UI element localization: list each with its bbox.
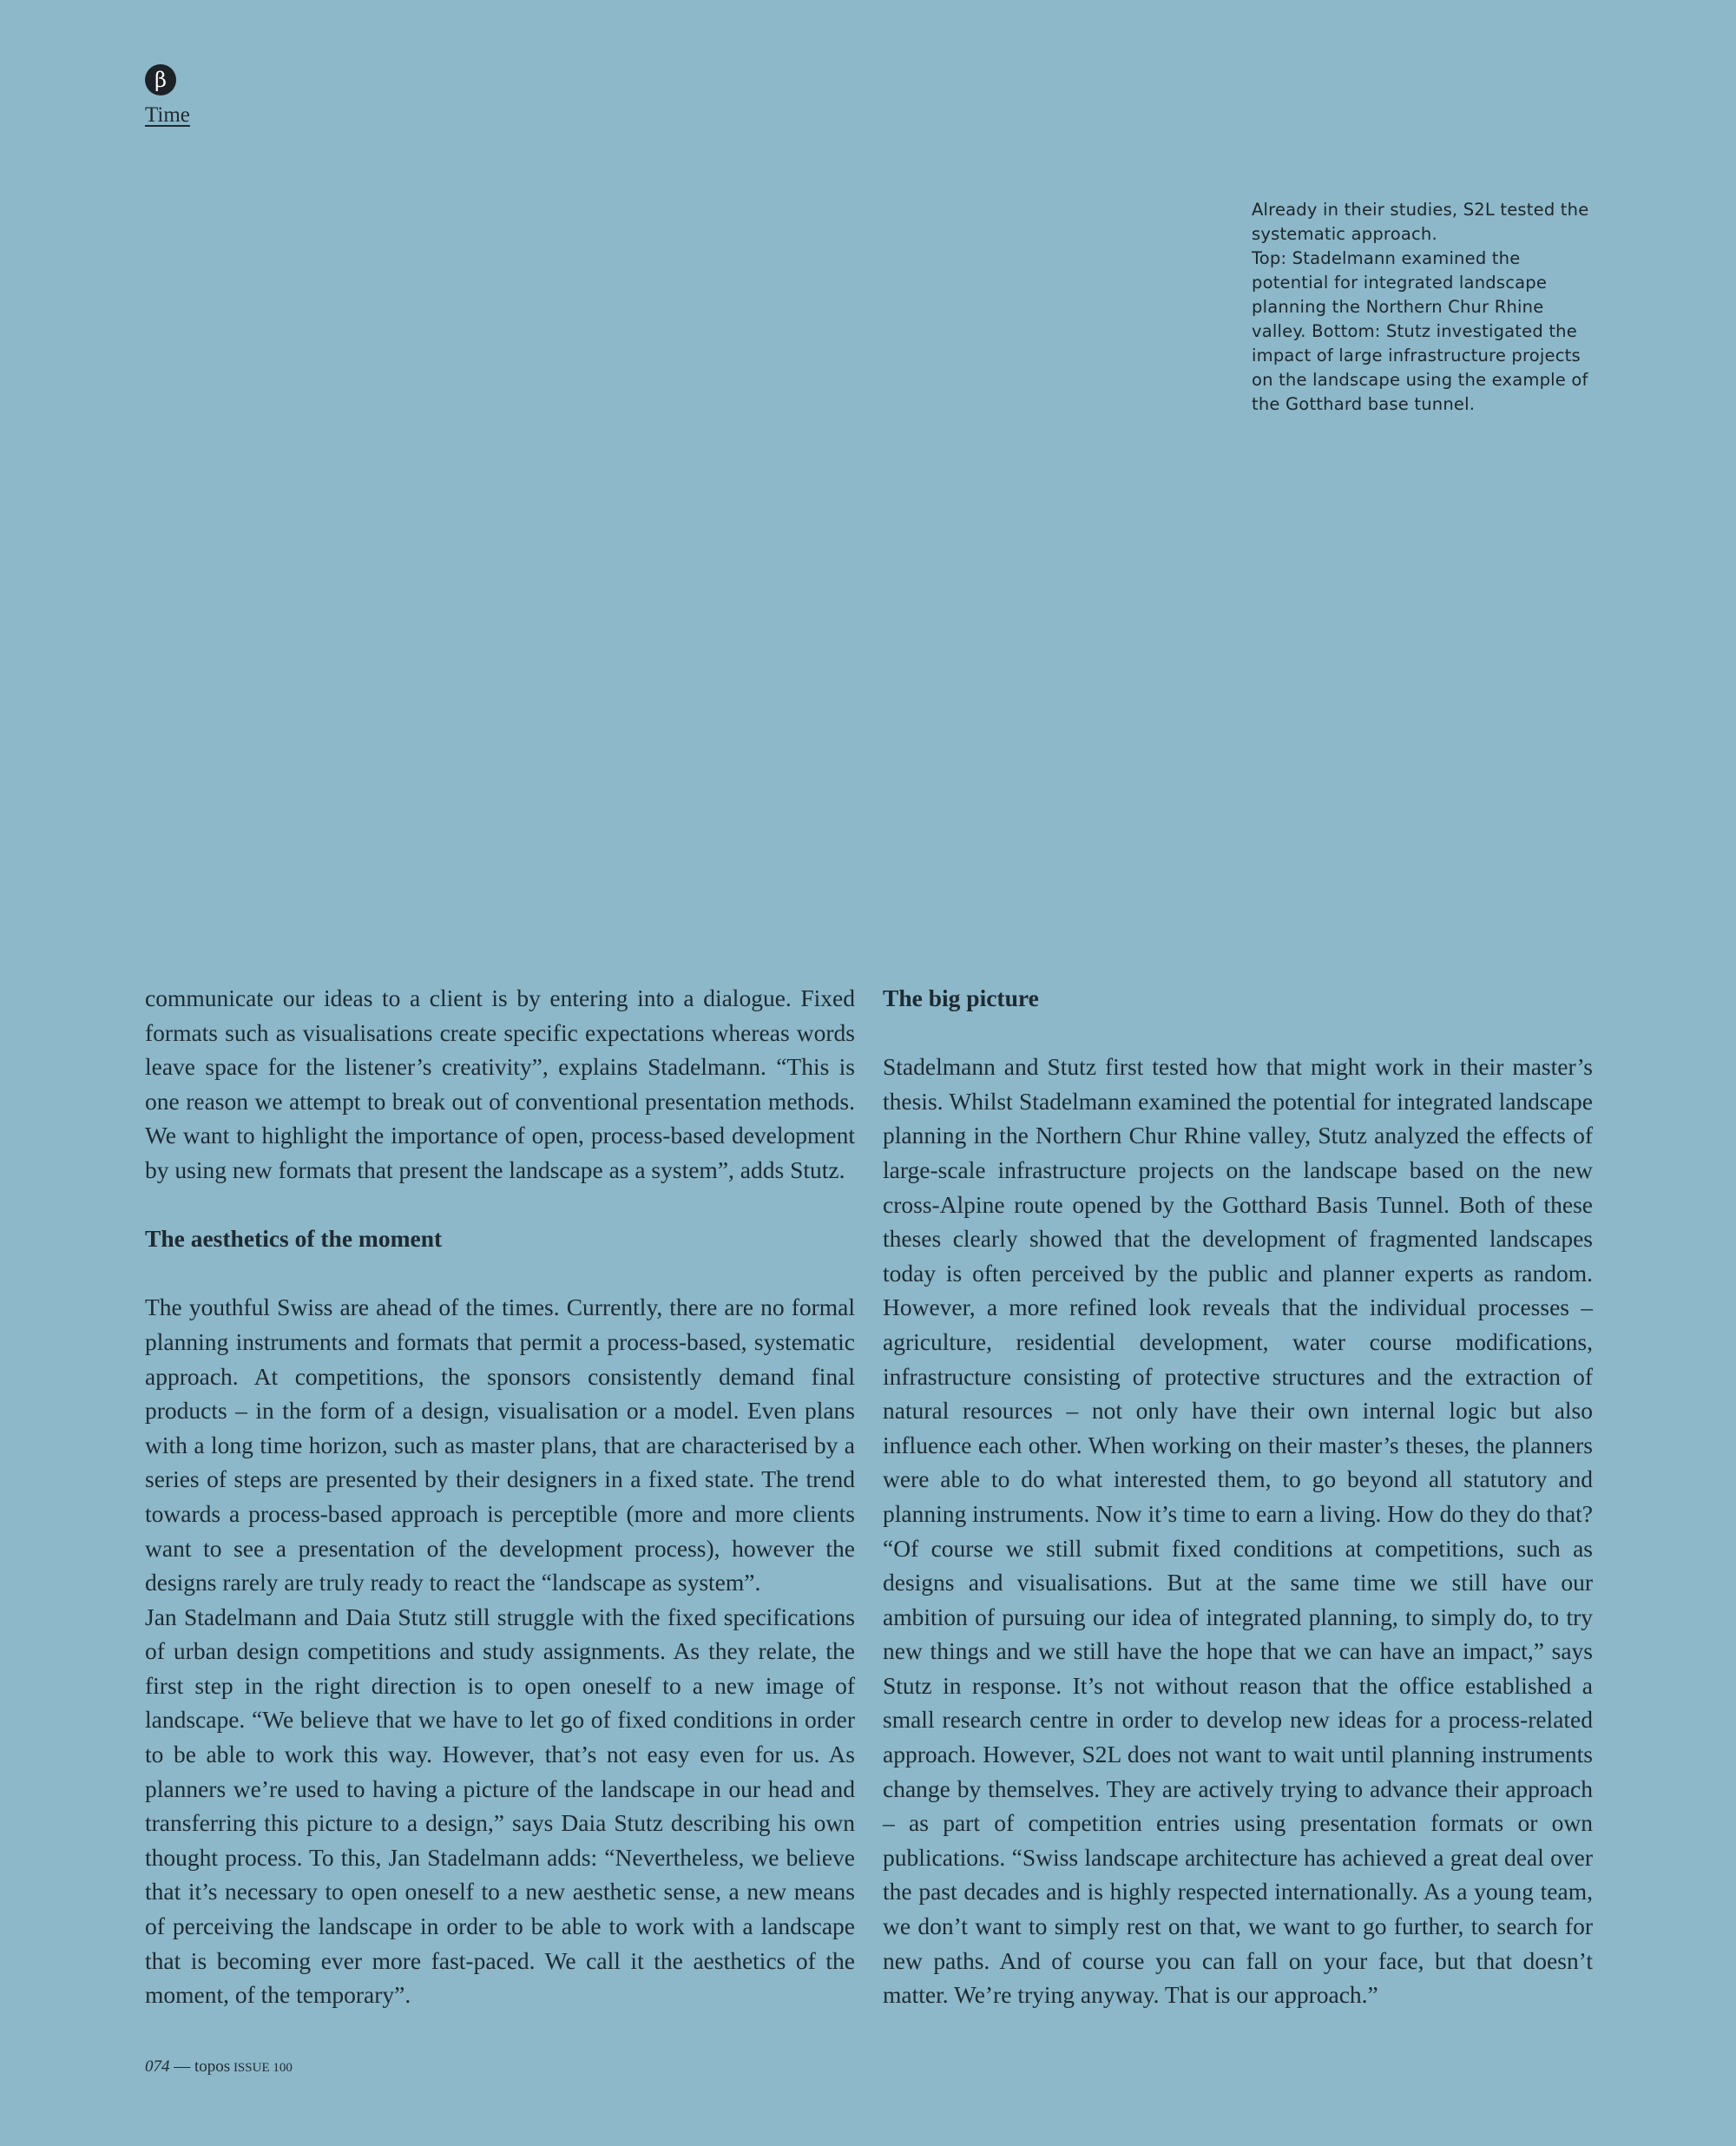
article-paragraph: The youthful Swiss are ahead of the times. Currently, there are no formal planning instruments and formats that permit a process-based, systematic approach. At competitions, the sponsors consistently demand final products – in the form of a design, visualisation or a model. Even plans with a long time horizon, such as master plans, that are characterised by a series of steps are presented by their designers in a fixed state. The trend towards a process-based approach is perceptible (more and more clients want to see a presentation of the development process), however the designs rarely are truly ready to react the “landscape as system”. (145, 1294, 855, 1596)
article-column-left (145, 981, 855, 2012)
article-column-right (883, 981, 1593, 2012)
article-paragraph: Jan Stadelmann and Daia Stutz still struggle with the fixed specifications of urban design competitions and study assignments. As they relate, the first step in the right direction is to open oneself to a new image of landscape. “We believe that we have to let go of fixed conditions in order to be able to work this way. However, that’s not easy even for us. As planners we’re used to having a picture of the landscape in our head and transferring this picture to a design,” says Daia Stutz describing his own thought process. To this, Jan Stadelmann adds: “Nevertheless, we believe that it’s necessary to open oneself to a new aesthetic sense, a new means of perceiving the landscape in order to be able to work with a landscape that is becoming ever more fast-paced. We call it the aesthetics of the moment, of the temporary”. (145, 1603, 855, 2009)
footer-separator: — (169, 2057, 194, 2076)
section-icon: β (145, 64, 176, 95)
magazine-name: topos (194, 2057, 231, 2076)
caption-detail: Top: Stadelmann examined the potential for integrated landscape planning the Northern Chur Rhine valley. Bottom: Stutz investigated the impact of large infrastructure projects on the landscape using the example of the Gotthard base tunnel. (1252, 248, 1588, 414)
subheading-big-picture: The big picture (883, 984, 1039, 1011)
article-paragraph: communicate our ideas to a client is by entering into a dialogue. Fixed formats such as visualisations create specific expectations whereas words leave space for the listener’s creativity”, explains Stadelmann. “This is one reason we attempt to break out of conventional presentation methods. We want to highlight the importance of open, process-based development by using new formats that present the landscape as a system”, adds Stutz. (145, 984, 855, 1183)
subheading-aesthetics: The aesthetics of the moment (145, 1225, 443, 1253)
section-label[interactable]: Time (145, 103, 190, 127)
issue-label: ISSUE 100 (230, 2061, 293, 2075)
article-paragraph: Stadelmann and Stutz first tested how that might work in their master’s thesis. Whilst Stadelmann examined the potential for integrated landscape planning in the Northern Chur Rhine valley, Stutz analyzed the effects of large-scale infrastructure projects on the landscape based on the new cross-Alpine route opened by the Gotthard Basis Tunnel. Both of these theses clearly showed that the development of fragmented landscapes today is often perceived by the public and planner experts as random. However, a more refined look reveals that the individual processes – agriculture, residential development, water course modifications, infrastructure consisting of protective structures and the extraction of natural resources – not only have their own internal logic but also influence each other. When working on their master’s theses, the planners were able to do what interested them, to go beyond all statutory and planning instruments. Now it’s time to earn a living. How do they do that? “Of course we still submit fixed conditions at competitions, such as designs and visualisations. But at the same time we still have our ambition of pursuing our idea of integrated planning, to simply do, to try new things and we still have the hope that we can have an impact,” says Stutz in response. It’s not without reason that the office established a small research centre in order to develop new ideas for a process-related approach. However, S2L does not want to wait until planning instruments change by themselves. They are actively trying to advance their approach – as part of competition entries using presentation formats or own publications. “Swiss landscape architecture has achieved a great deal over the past decades and is highly respected internationally. As a young team, we don’t want to simply rest on that, we want to go further, to search for new paths. And of course you can fall on your face, but that doesn’t matter. We’re trying anyway. That is our approach.” (883, 1053, 1594, 2009)
caption-intro: Already in their studies, S2L tested the systematic approach. (1252, 200, 1589, 244)
image-caption (1252, 198, 1599, 417)
page-footer (145, 2057, 293, 2077)
page-number: 074 (145, 2057, 170, 2076)
